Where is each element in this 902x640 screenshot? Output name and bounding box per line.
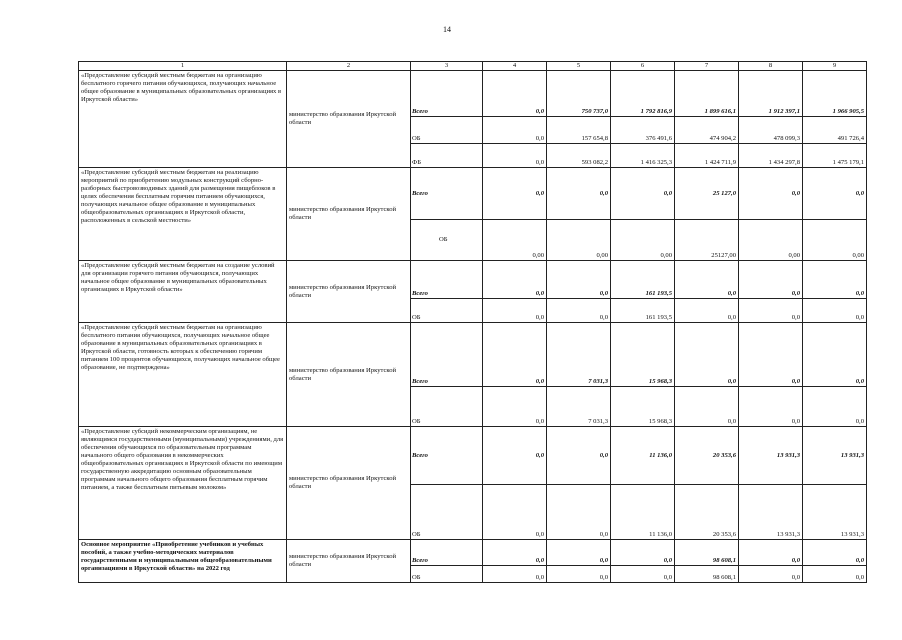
amount-cell: 0,0 (803, 168, 867, 220)
table-row (79, 427, 867, 485)
activity-description: «Предоставление субсидий местным бюджетам на создание условий для организации горячего питания обучающихся, получающих начальное общее образование в муниципальных образовательных организациях в Иркутской области» (79, 261, 287, 323)
funding-source: ФБ (411, 144, 483, 168)
amount-cell: 98 608,1 (675, 540, 739, 566)
responsible-organization: министерство образования Иркутской области (287, 168, 411, 261)
amount-cell: 0,0 (483, 299, 547, 323)
amount-cell: 750 737,0 (547, 71, 611, 117)
responsible-organization: министерство образования Иркутской области (287, 427, 411, 540)
amount-cell: 0,0 (483, 144, 547, 168)
amount-cell: 0,0 (739, 299, 803, 323)
amount-cell: 11 136,0 (611, 485, 675, 540)
amount-cell: 0,0 (803, 261, 867, 299)
funding-source: Всего (411, 427, 483, 485)
amount-cell: 0,0 (739, 540, 803, 566)
table-row (79, 261, 867, 299)
budget-table (78, 61, 867, 583)
amount-cell: 0,0 (547, 299, 611, 323)
amount-cell: 0,0 (547, 485, 611, 540)
amount-cell: 7 031,3 (547, 323, 611, 387)
col-header: 6 (611, 62, 675, 71)
funding-source: Всего (411, 168, 483, 220)
table-row (79, 168, 867, 220)
table-row (79, 71, 867, 117)
header-row (79, 62, 867, 71)
amount-cell: 0,0 (803, 323, 867, 387)
amount-cell: 0,0 (547, 540, 611, 566)
amount-cell: 0,0 (803, 540, 867, 566)
funding-source: ОБ (411, 117, 483, 144)
amount-cell: 0,0 (547, 168, 611, 220)
amount-cell: 0,0 (483, 427, 547, 485)
amount-cell: 15 968,3 (611, 387, 675, 427)
amount-cell: 474 904,2 (675, 117, 739, 144)
col-header: 4 (483, 62, 547, 71)
amount-cell: 20 353,6 (675, 427, 739, 485)
amount-cell: 20 353,6 (675, 485, 739, 540)
amount-cell: 0,0 (483, 168, 547, 220)
amount-cell: 0,0 (547, 427, 611, 485)
amount-cell: 0,00 (739, 220, 803, 261)
col-header: 2 (287, 62, 411, 71)
responsible-organization: министерство образования Иркутской области (287, 261, 411, 323)
amount-cell: 0,0 (547, 261, 611, 299)
funding-source: ОБ (411, 566, 483, 583)
col-header: 8 (739, 62, 803, 71)
amount-cell: 13 931,3 (803, 427, 867, 485)
activity-description: «Предоставление субсидий местным бюджетам на организацию бесплатного горячего питания обучающихся, получающих начальное общее образование в муниципальных образовательных организациях в Иркутской области» (79, 71, 287, 168)
amount-cell: 13 931,3 (803, 485, 867, 540)
amount-cell: 0,0 (803, 299, 867, 323)
amount-cell: 0,0 (803, 566, 867, 583)
amount-cell: 0,0 (739, 387, 803, 427)
amount-cell: 0,0 (739, 168, 803, 220)
col-header: 3 (411, 62, 483, 71)
amount-cell: 0,0 (739, 566, 803, 583)
amount-cell: 0,0 (547, 566, 611, 583)
col-header: 9 (803, 62, 867, 71)
amount-cell: 0,0 (483, 485, 547, 540)
amount-cell: 0,0 (483, 71, 547, 117)
amount-cell: 478 099,3 (739, 117, 803, 144)
table-row (79, 323, 867, 387)
activity-description: Основное мероприятие «Приобретение учебников и учебных пособий, а также учебно-методических материалов государственными и муниципальными общеобразовательными организациями в Иркутской области» на 2022 год (79, 540, 287, 583)
amount-cell: 1 416 325,3 (611, 144, 675, 168)
amount-cell: 0,0 (483, 261, 547, 299)
amount-cell: 25 127,0 (675, 168, 739, 220)
amount-cell: 0,0 (611, 540, 675, 566)
amount-cell: 0,0 (483, 566, 547, 583)
col-header: 5 (547, 62, 611, 71)
responsible-organization: министерство образования Иркутской области (287, 323, 411, 427)
amount-cell: 13 931,3 (739, 485, 803, 540)
amount-cell: 491 726,4 (803, 117, 867, 144)
funding-source: Всего (411, 71, 483, 117)
responsible-organization: министерство образования Иркутской области (287, 540, 411, 583)
amount-cell: 593 082,2 (547, 144, 611, 168)
amount-cell: 0,0 (739, 261, 803, 299)
amount-cell: 13 931,3 (739, 427, 803, 485)
amount-cell: 0,0 (611, 566, 675, 583)
amount-cell: 0,0 (675, 323, 739, 387)
page-number: 14 (443, 25, 451, 34)
table-row (79, 540, 867, 566)
amount-cell: 0,0 (739, 323, 803, 387)
amount-cell: 0,0 (483, 117, 547, 144)
amount-cell: 7 031,3 (547, 387, 611, 427)
col-header: 1 (79, 62, 287, 71)
amount-cell: 161 193,5 (611, 261, 675, 299)
amount-cell: 1 434 297,8 (739, 144, 803, 168)
amount-cell: 0,0 (483, 540, 547, 566)
funding-source: Всего (411, 540, 483, 566)
amount-cell: 1 792 816,9 (611, 71, 675, 117)
amount-cell: 0,00 (483, 220, 547, 261)
amount-cell: 0,0 (803, 387, 867, 427)
amount-cell: 11 136,0 (611, 427, 675, 485)
amount-cell: 98 608,1 (675, 566, 739, 583)
amount-cell: 0,0 (611, 168, 675, 220)
amount-cell: 1 966 905,5 (803, 71, 867, 117)
col-header: 7 (675, 62, 739, 71)
funding-source: ОБ (411, 387, 483, 427)
amount-cell: 0,0 (483, 323, 547, 387)
amount-cell: 0,00 (611, 220, 675, 261)
funding-source: ОБ (411, 485, 483, 540)
amount-cell: 0,0 (483, 387, 547, 427)
responsible-organization: министерство образования Иркутской области (287, 71, 411, 168)
amount-cell: 1 912 397,1 (739, 71, 803, 117)
funding-source: ОБ (411, 299, 483, 323)
amount-cell: 1 424 711,9 (675, 144, 739, 168)
amount-cell: 0,0 (675, 387, 739, 427)
amount-cell: 15 968,3 (611, 323, 675, 387)
amount-cell: 1 475 179,1 (803, 144, 867, 168)
funding-source: ОБ (411, 220, 483, 261)
activity-description: «Предоставление субсидий местным бюджетам на реализацию мероприятий по приобретению модульных конструкций сборно-разборных быстровозводимых зданий для размещения пищеблоков в целях обеспечения бесплатным горячим питанием обучающихся, получающих начальное общее образование в муниципальных общеобразовательных организациях в Иркутской области, расположенных в сельской местности» (79, 168, 287, 261)
funding-source: Всего (411, 323, 483, 387)
funding-source: Всего (411, 261, 483, 299)
amount-cell: 0,0 (675, 261, 739, 299)
amount-cell: 376 491,6 (611, 117, 675, 144)
activity-description: «Предоставление субсидий местным бюджетам на организацию бесплатного питания обучающихся, получающих начальное общее образование в муниципальных образовательных организациях в Иркутской области, готовность которых к обеспечению горячим питанием 100 процентов обучающихся, получающих начальное общее образование, не подтверждена» (79, 323, 287, 427)
amount-cell: 157 654,8 (547, 117, 611, 144)
amount-cell: 25127,00 (675, 220, 739, 261)
activity-description: «Предоставление субсидий некоммерческим организациям, не являющимся государственными (муниципальными) учреждениями, для обеспечения обучающихся по образовательным программам начального общего образования в некоммерческих общеобразовательных организациях в Иркутской области по имеющим государственную аккредитацию основным образовательным программам начального общего образования бесплатным горячим питанием, а также бесплатным питьевым молоком» (79, 427, 287, 540)
amount-cell: 0,0 (675, 299, 739, 323)
amount-cell: 161 193,5 (611, 299, 675, 323)
amount-cell: 1 899 616,1 (675, 71, 739, 117)
amount-cell: 0,00 (803, 220, 867, 261)
amount-cell: 0,00 (547, 220, 611, 261)
